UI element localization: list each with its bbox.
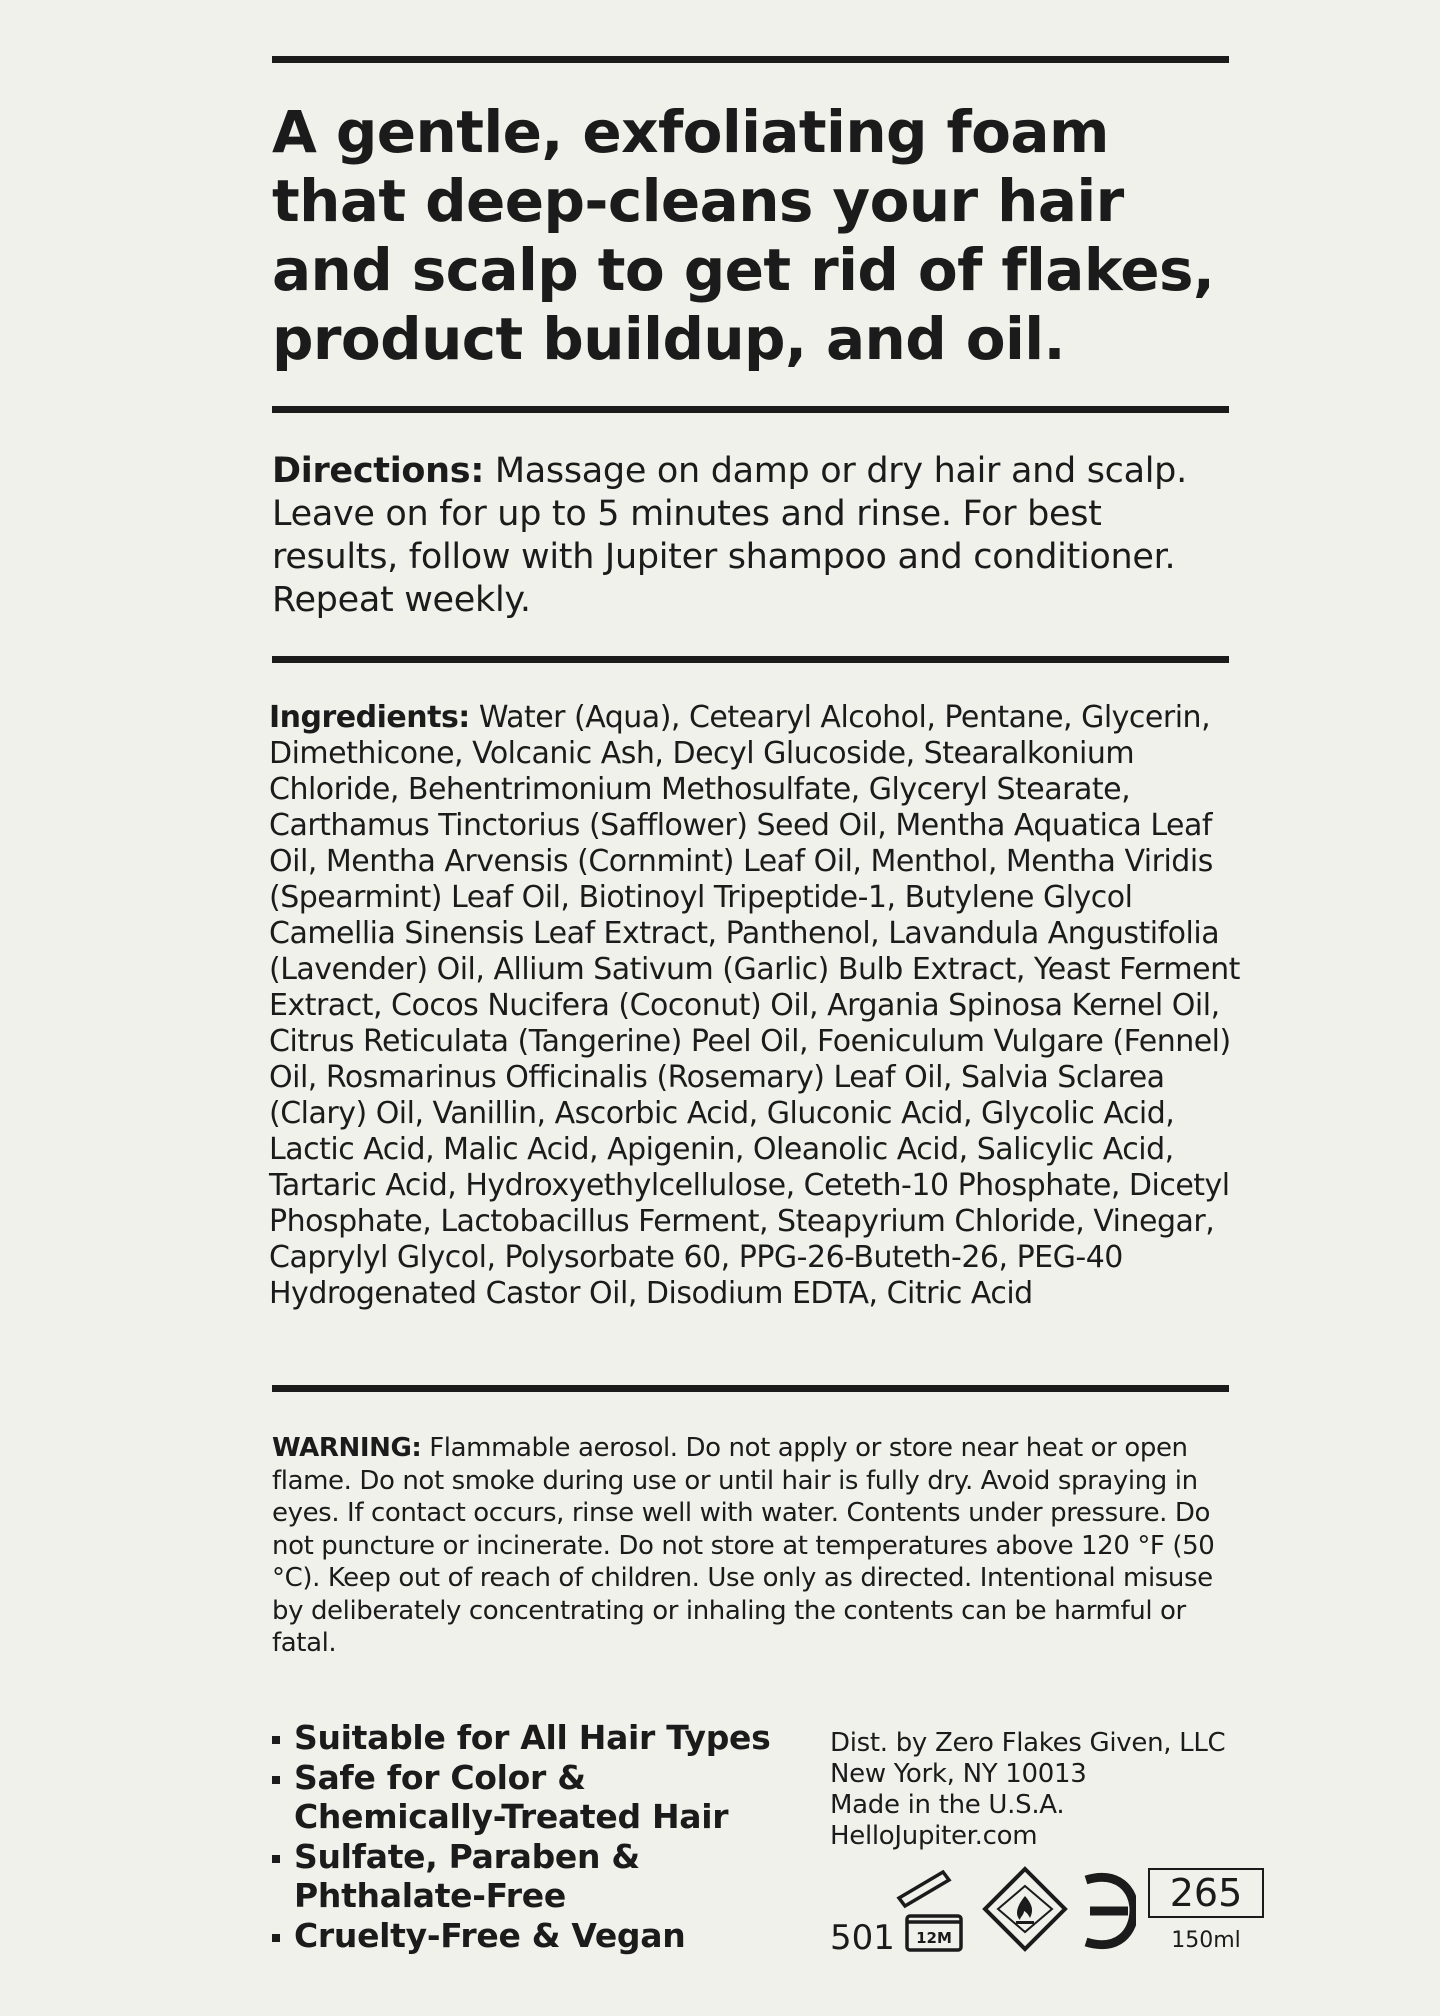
product-code: 501 — [830, 1918, 895, 1958]
claim-item: Sulfate, Paraben & Phthalate-Free — [270, 1837, 790, 1916]
ingredients-divider — [272, 1385, 1229, 1392]
open-jar-icon — [893, 1866, 973, 1956]
claim-item: Safe for Color & Chemically-Treated Hair — [270, 1758, 790, 1837]
distributor-info — [830, 1728, 1230, 1852]
lot-number-box: 265 — [1148, 1868, 1264, 1918]
claim-item: Suitable for All Hair Types — [270, 1718, 790, 1758]
headline-divider — [272, 406, 1229, 413]
warning-text — [272, 1432, 1232, 1660]
directions-body: Massage on damp or dry hair and scalp. Leave on for up to 5 minutes and rinse. For best results, follow with Jupiter shampoo and conditioner. Repeat weekly. — [272, 451, 1187, 620]
directions-label: Directions: — [272, 451, 485, 491]
product-claims-list — [270, 1718, 790, 1955]
top-divider — [272, 56, 1229, 63]
pao-label: 12M — [916, 1929, 952, 1947]
warning-label: WARNING: — [272, 1433, 422, 1463]
estimated-sign-icon — [1080, 1866, 1136, 1956]
distributor-address: New York, NY 10013 — [830, 1759, 1087, 1789]
warning-body: Flammable aerosol. Do not apply or store near heat or open flame. Do not smoke during use or until hair is fully dry. Avoid spraying in eyes. If contact occurs, rinse well with water. Contents under pressure. Do not puncture or incinerate. Do not store at temperatures above 120 °F (50 °C). Keep out of reach of children. Use only as directed. Intentional misuse by deliberately concentrating or inhaling the contents can be harmful or fatal. — [272, 1433, 1215, 1658]
product-headline: A gentle, exfoliating foam that deep-cleans your hair and scalp to get rid of flakes, product buildup, and oil. — [272, 98, 1215, 373]
country-of-origin: Made in the U.S.A. — [830, 1790, 1065, 1820]
ingredients-list: Water (Aqua), Cetearyl Alcohol, Pentane, Glycerin, Dimethicone, Volcanic Ash, Decyl Glucoside, Stearalkonium Chloride, Behentrimonium Methosulfate, Glyceryl Stearate, Carthamus Tinctorius (Safflower) Seed Oil, Mentha Aquatica Leaf Oil, Mentha Arvensis (Cornmint) Leaf Oil, Menthol, Mentha Viridis (Spearmint) Leaf Oil, Biotinoyl Tripeptide-1, Butylene Glycol Camellia Sinensis Leaf Extract, Panthenol, Lavandula Angustifolia (Lavender) Oil, Allium Sativum (Garlic) Bulb Extract, Yeast Ferment Extract, Cocos Nucifera (Coconut) Oil, Argania Spinosa Kernel Oil, Citrus Reticulata (Tangerine) Peel Oil, Foeniculum Vulgare (Fennel) Oil, Rosmarinus Officinalis (Rosemary) Leaf Oil, Salvia Sclarea (Clary) Oil, Vanillin, Ascorbic Acid, Gluconic Acid, Glycolic Acid, Lactic Acid, Malic Acid, Apigenin, Oleanolic Acid, Salicylic Acid, Tartaric Acid, Hydroxyethylcellulose, Ceteth-10 Phosphate, Dicetyl Phosphate, Lactobacillus Ferment, Steapyrium Chloride, Vinegar, Caprylyl Glycol, Polysorbate 60, PPG-26-Buteth-26, PEG-40 Hydrogenated Castor Oil, Disodium EDTA, Citric Acid — [269, 700, 1240, 1311]
flammable-diamond-icon — [982, 1866, 1068, 1952]
distributor-name: Dist. by Zero Flakes Given, LLC — [830, 1728, 1226, 1758]
ingredients-label: Ingredients: — [269, 700, 470, 735]
website: HelloJupiter.com — [830, 1821, 1038, 1851]
claim-item: Cruelty-Free & Vegan — [270, 1916, 790, 1956]
net-volume: 150ml — [1171, 1928, 1241, 1953]
directions-divider — [272, 656, 1229, 663]
ingredients-text — [269, 700, 1249, 1312]
directions-text — [272, 450, 1232, 622]
